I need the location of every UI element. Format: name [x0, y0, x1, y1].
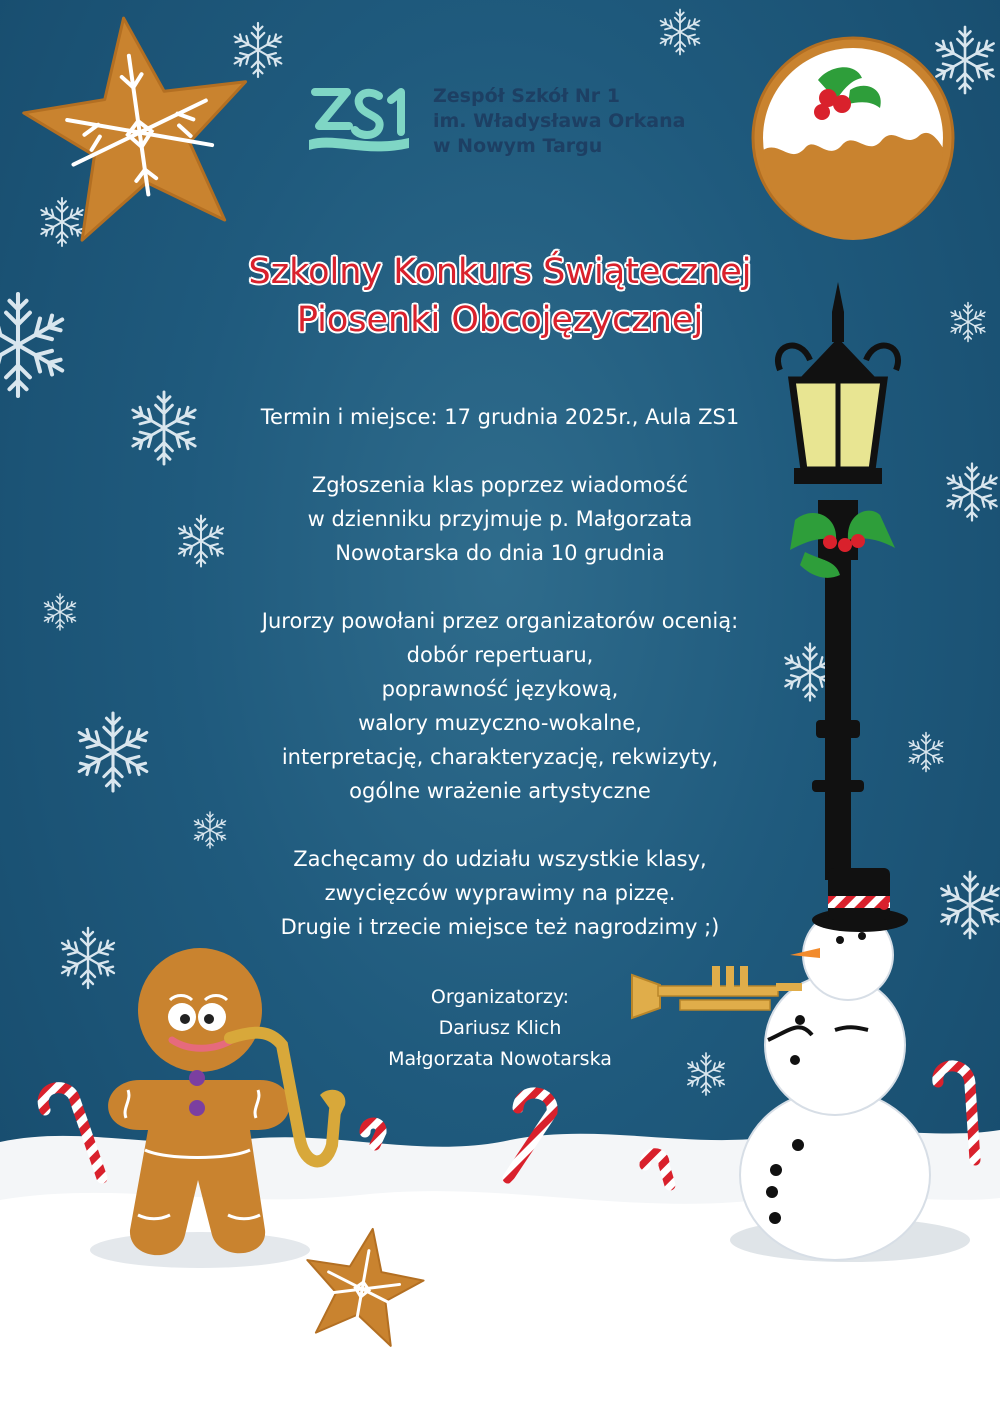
invite-line: zwycięzców wyprawimy na pizzę.	[324, 881, 676, 905]
organizers	[300, 982, 700, 1075]
school-logo	[305, 82, 725, 162]
school-name-line: w Nowym Targu	[433, 135, 603, 157]
zs1-logo-mark	[305, 82, 415, 162]
event-term: Termin i miejsce: 17 grudnia 2025r., Aula ZS1	[260, 405, 740, 429]
criteria-item: interpretację, charakteryzację, rekwizyty,	[281, 745, 719, 769]
registration-line: Nowotarska do dnia 10 grudnia	[335, 541, 665, 565]
top-hat-icon	[812, 868, 908, 932]
registration-line: w dzienniku przyjmuje p. Małgorzata	[307, 507, 693, 531]
school-name-line: im. Władysława Orkana	[433, 110, 686, 132]
criteria-item: poprawność językową,	[381, 677, 619, 701]
event-details	[200, 400, 800, 944]
organizer-name: Dariusz Klich	[438, 1017, 562, 1039]
title-line-2: Piosenki Obcojęzycznej	[296, 300, 704, 340]
criteria-item: walory muzyczno-wokalne,	[358, 711, 642, 735]
criteria-item: dobór repertuaru,	[406, 643, 594, 667]
jury-intro: Jurorzy powołani przez organizatorów ocenią:	[261, 609, 739, 633]
poster-title	[0, 248, 1000, 344]
school-name-line: Zespół Szkół Nr 1	[433, 85, 620, 107]
registration-line: Zgłoszenia klas poprzez wiadomość	[311, 473, 689, 497]
organizers-label: Organizatorzy:	[430, 986, 570, 1008]
invite-line: Drugie i trzecie miejsce też nagrodzimy ;)	[280, 915, 720, 939]
school-name	[433, 84, 685, 159]
title-line-1: Szkolny Konkurs Świątecznej	[248, 252, 752, 292]
organizer-name: Małgorzata Nowotarska	[388, 1048, 612, 1070]
criteria-item: ogólne wrażenie artystyczne	[349, 779, 651, 803]
invite-line: Zachęcamy do udziału wszystkie klasy,	[293, 847, 707, 871]
